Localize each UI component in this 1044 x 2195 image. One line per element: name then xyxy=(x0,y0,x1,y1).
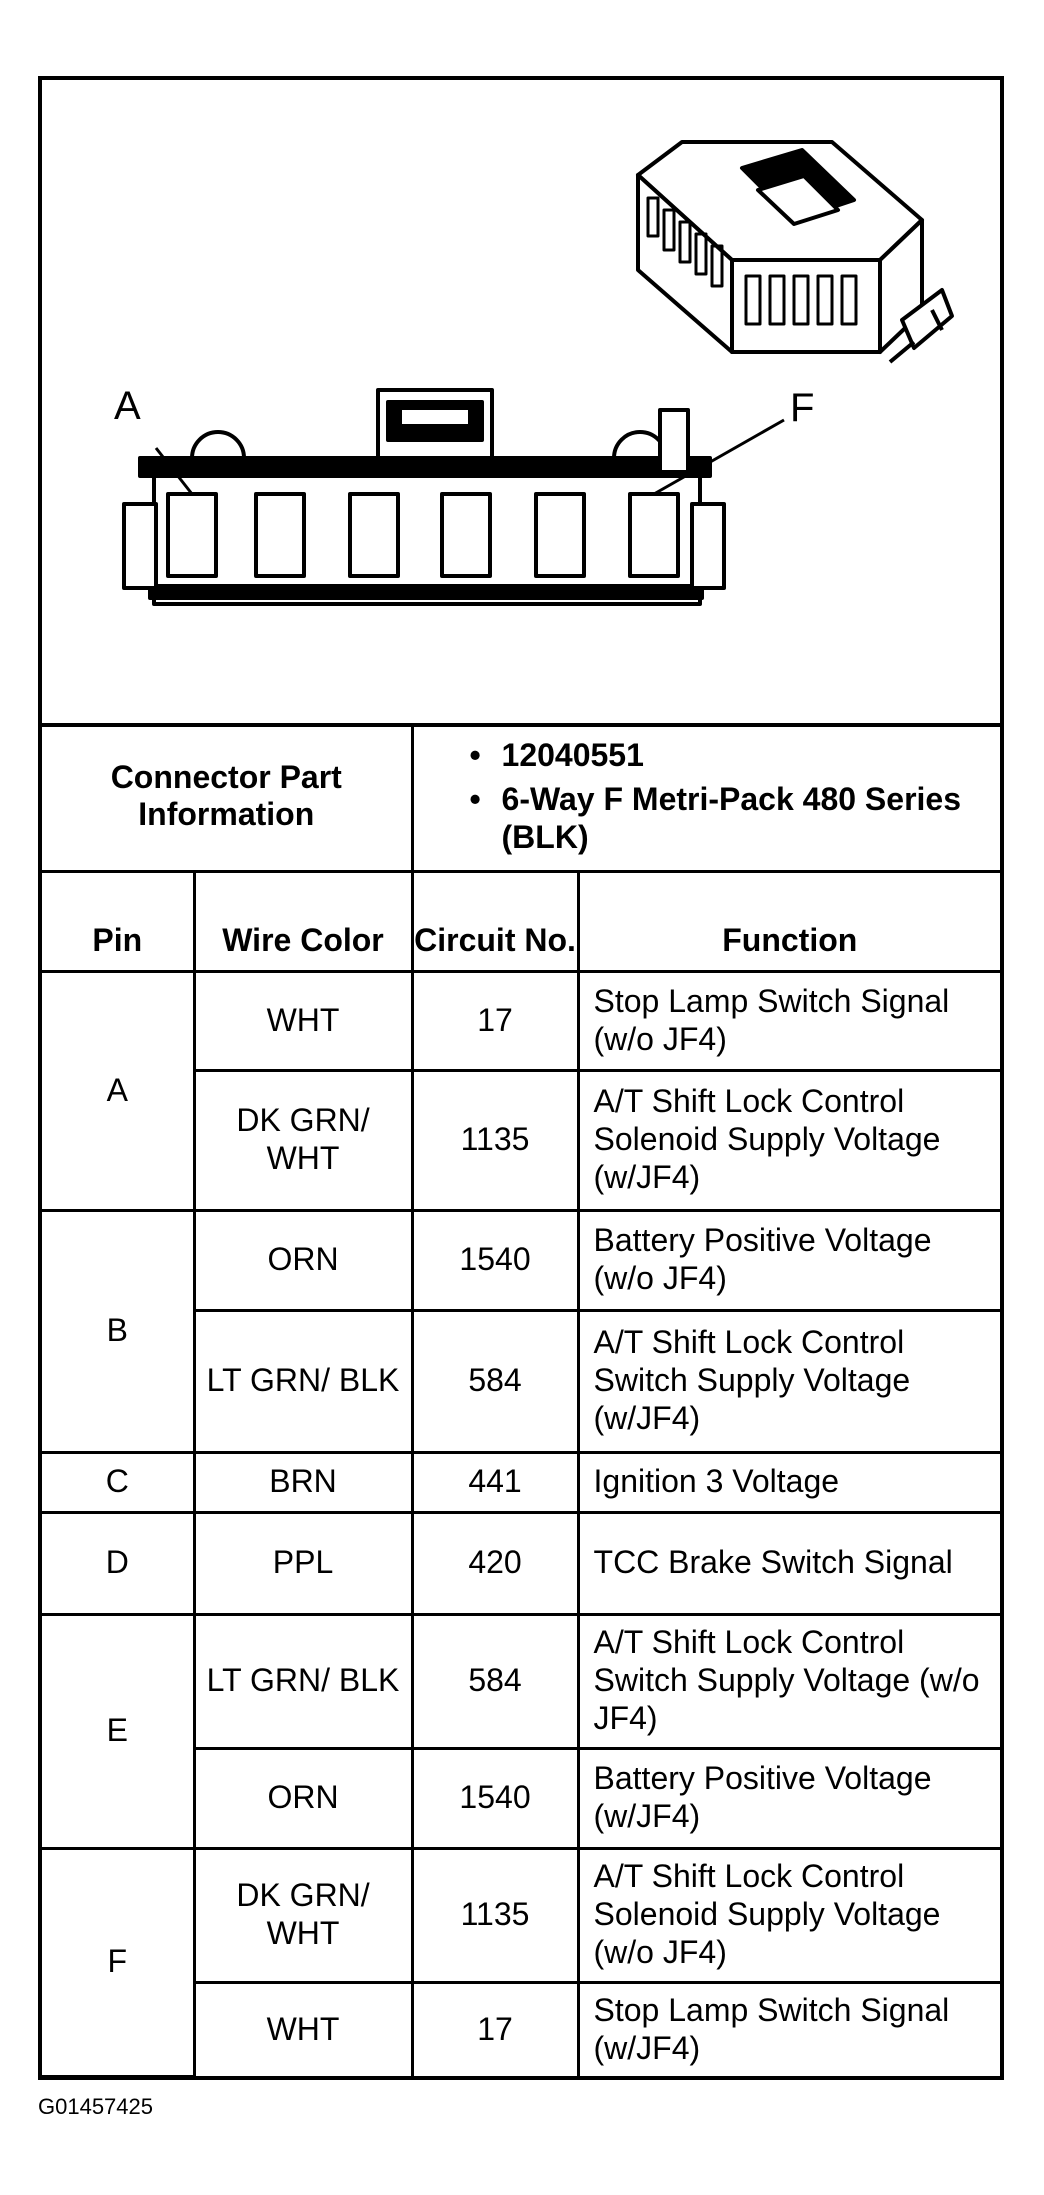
function-cell: Stop Lamp Switch Signal (w/JF4) xyxy=(578,1982,1000,2076)
circuit-cell: 584 xyxy=(412,1614,578,1748)
pin-a-callout-label: A xyxy=(114,384,141,428)
function-cell: A/T Shift Lock Control Solenoid Supply Voltage (w/o JF4) xyxy=(578,1848,1000,1982)
figure-id: G01457425 xyxy=(38,2094,153,2119)
circuit-cell: 17 xyxy=(412,971,578,1070)
table-row xyxy=(42,1848,1000,1982)
wire-color-cell: WHT xyxy=(194,1982,412,2076)
function-cell: A/T Shift Lock Control Solenoid Supply Voltage (w/JF4) xyxy=(578,1070,1000,1210)
table-header-row xyxy=(42,871,1000,971)
connector-illustration xyxy=(42,80,1000,727)
wire-color-cell: ORN xyxy=(194,1210,412,1310)
wire-color-cell: PPL xyxy=(194,1512,412,1614)
connector-description: • 6-Way F Metri-Pack 480 Series (BLK) xyxy=(466,781,1001,857)
pin-cell-f: F xyxy=(42,1848,194,2076)
circuit-cell: 17 xyxy=(412,1982,578,2076)
wire-color-cell: WHT xyxy=(194,971,412,1070)
wire-color-cell: ORN xyxy=(194,1748,412,1848)
table-row xyxy=(42,1512,1000,1614)
pin-cell-c: C xyxy=(42,1452,194,1512)
wire-color-cell: LT GRN/ BLK xyxy=(194,1614,412,1748)
function-cell: Battery Positive Voltage (w/o JF4) xyxy=(578,1210,1000,1310)
function-cell: Ignition 3 Voltage xyxy=(578,1452,1000,1512)
table-row xyxy=(42,971,1000,1070)
circuit-cell: 441 xyxy=(412,1452,578,1512)
pin-cell-d: D xyxy=(42,1512,194,1614)
function-column-header: Function xyxy=(578,871,1000,971)
pin-f-callout-label: F xyxy=(790,386,815,430)
connector-3d-view xyxy=(638,142,952,362)
circuit-cell: 1540 xyxy=(412,1748,578,1848)
circuit-cell: 1540 xyxy=(412,1210,578,1310)
wire-color-cell: DK GRN/ WHT xyxy=(194,1070,412,1210)
pin-cell-b: B xyxy=(42,1210,194,1452)
wire-color-cell: BRN xyxy=(194,1452,412,1512)
table-row xyxy=(42,1452,1000,1512)
function-cell: A/T Shift Lock Control Switch Supply Voltage (w/JF4) xyxy=(578,1310,1000,1452)
connector-document-frame xyxy=(38,76,1004,2080)
function-cell: Battery Positive Voltage (w/JF4) xyxy=(578,1748,1000,1848)
pin-cell-e: E xyxy=(42,1614,194,1848)
connector-info-title: Connector Part Information xyxy=(42,723,412,871)
connector-drawing xyxy=(42,80,1000,723)
function-cell: A/T Shift Lock Control Switch Supply Voltage (w/o JF4) xyxy=(578,1614,1000,1748)
pin-column-header: Pin xyxy=(42,871,194,971)
table-row xyxy=(42,1210,1000,1310)
connector-part-number: • 12040551 xyxy=(466,737,1001,775)
connector-front-view xyxy=(124,390,784,604)
function-cell: Stop Lamp Switch Signal (w/o JF4) xyxy=(578,971,1000,1070)
circuit-cell: 420 xyxy=(412,1512,578,1614)
circuit-cell: 1135 xyxy=(412,1070,578,1210)
wire-color-cell: DK GRN/ WHT xyxy=(194,1848,412,1982)
connector-pinout-table xyxy=(42,723,1000,2078)
connector-info-row xyxy=(42,723,1000,871)
circuit-cell: 584 xyxy=(412,1310,578,1452)
table-row xyxy=(42,1614,1000,1748)
connector-info-list xyxy=(412,723,1000,871)
wire-color-cell: LT GRN/ BLK xyxy=(194,1310,412,1452)
wire-color-column-header: Wire Color xyxy=(194,871,412,971)
circuit-column-header: Circuit No. xyxy=(412,871,578,971)
function-cell: TCC Brake Switch Signal xyxy=(578,1512,1000,1614)
pin-cell-a: A xyxy=(42,971,194,1210)
circuit-cell: 1135 xyxy=(412,1848,578,1982)
